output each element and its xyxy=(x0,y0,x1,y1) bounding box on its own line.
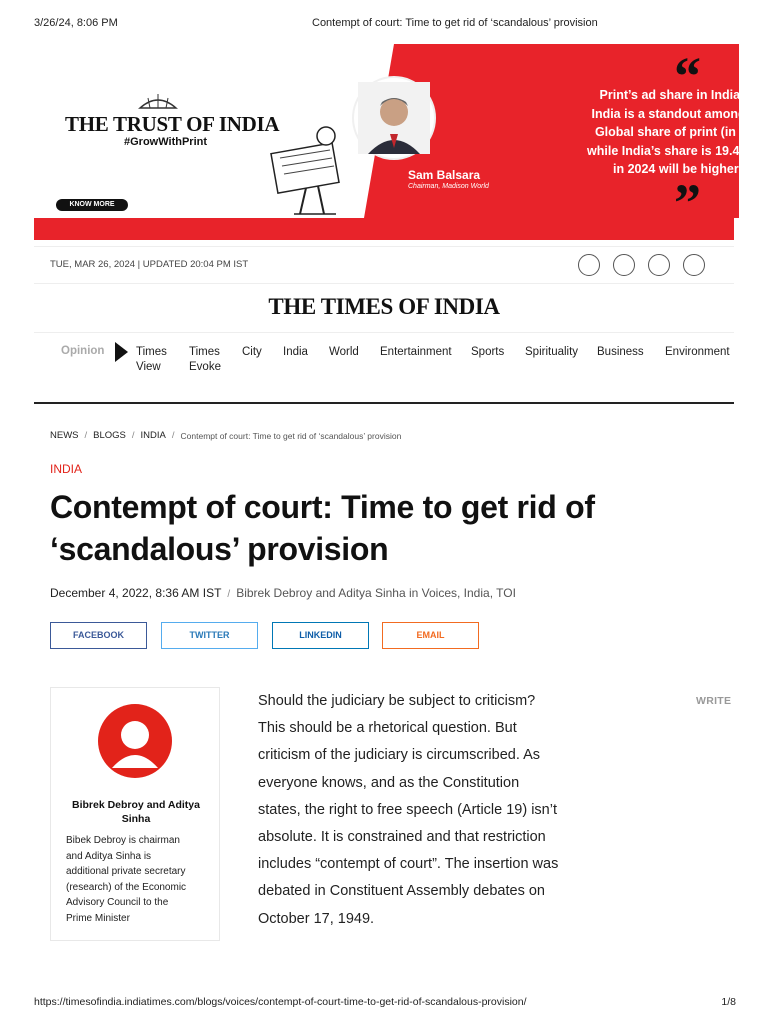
nav-item-sports[interactable]: Sports xyxy=(471,346,505,358)
dateline: TUE, MAR 26, 2024 | UPDATED 20:04 PM IST xyxy=(50,259,249,270)
divider xyxy=(34,283,734,284)
breadcrumb-current: Contempt of court: Time to get rid of ‘scandalous’ provision xyxy=(180,430,402,441)
page-title: Contempt of court: Time to get rid of ‘scandalous’ provision xyxy=(50,489,595,567)
print-doc-title: Contempt of court: Time to get rid of ‘scandalous’ provision xyxy=(312,17,598,29)
article-line: absolute. It is constrained and that restriction xyxy=(258,829,546,846)
nav-item-city[interactable]: City xyxy=(242,346,262,358)
section-label[interactable]: INDIA xyxy=(50,462,83,476)
print-url: https://timesofindia.indiatimes.com/blogs/voices/contempt-of-court-time-to-get-rid-of-scandalous-provision/ xyxy=(34,996,527,1008)
circle-icon[interactable] xyxy=(648,254,670,276)
quote-close-icon: ” xyxy=(674,173,701,233)
ad-quote-text xyxy=(534,86,754,179)
nav-item-india[interactable]: India xyxy=(283,346,308,358)
nav-item-times-evoke[interactable]: Times Evoke xyxy=(189,346,221,373)
article-body xyxy=(258,688,588,933)
ad-person-name: Sam Balsara xyxy=(408,168,481,182)
nav-rule xyxy=(34,402,734,404)
nav-item-environment[interactable]: Environment xyxy=(665,346,730,358)
share-email-button[interactable]: EMAIL xyxy=(382,622,479,649)
circle-icon[interactable] xyxy=(613,254,635,276)
ad-person-role: Chairman, Madison World xyxy=(408,183,489,190)
masthead-logo[interactable]: THE TIMES OF INDIA xyxy=(268,294,500,319)
article-line: October 17, 1949. xyxy=(258,910,375,927)
nav-label-opinion[interactable]: Opinion xyxy=(61,345,105,357)
user-icon xyxy=(98,704,172,778)
nav-item-world[interactable]: World xyxy=(329,346,359,358)
article-line: states, the right to free speech (Article 19) isn’t xyxy=(258,801,557,818)
ad-quote-line: India is a standout among r xyxy=(591,106,754,121)
publish-date: December 4, 2022, 8:36 AM IST xyxy=(50,586,222,600)
article-line: Should the judiciary be subject to criticism? xyxy=(258,693,536,709)
byline: December 4, 2022, 8:36 AM IST / Bibrek Debroy and Aditya Sinha in Voices, India, TOI xyxy=(50,586,516,600)
ad-quote-line: Print’s ad share in India is xyxy=(599,88,754,102)
divider xyxy=(34,246,734,247)
article-line: everyone knows, and as the Constitution xyxy=(258,774,520,791)
article-line: criticism of the judiciary is circumscribed. As xyxy=(258,747,541,764)
ad-brand: THE TRUST OF INDIA xyxy=(65,112,280,136)
ad-banner[interactable] xyxy=(34,44,754,240)
share-facebook-button[interactable]: FACEBOOK xyxy=(50,622,147,649)
play-icon[interactable] xyxy=(115,342,128,362)
know-more-button[interactable]: KNOW MORE xyxy=(56,199,128,211)
write-link[interactable]: WRITE xyxy=(696,695,732,707)
share-twitter-button[interactable]: TWITTER xyxy=(161,622,258,649)
nav-item-entertainment[interactable]: Entertainment xyxy=(380,346,452,358)
breadcrumb-news[interactable]: NEWS xyxy=(50,430,79,441)
author-card xyxy=(50,687,220,941)
share-linkedin-button[interactable]: LINKEDIN xyxy=(272,622,369,649)
breadcrumb-blogs[interactable]: BLOGS xyxy=(93,430,126,441)
ad-quote-line: Global share of print (in ad xyxy=(594,125,754,139)
nav-item-business[interactable]: Business xyxy=(597,346,644,358)
ad-red-bar xyxy=(34,218,734,240)
header-icons xyxy=(578,254,705,276)
author-links[interactable]: Bibrek Debroy and Aditya Sinha in Voices, India, TOI xyxy=(236,586,516,600)
nav-item-spirituality[interactable]: Spirituality xyxy=(525,346,579,358)
ad-quote-line: in 2024 will be higher th xyxy=(612,162,754,176)
author-name[interactable]: Bibrek Debroy and Aditya Sinha xyxy=(72,799,200,825)
nav-item-times-view[interactable]: Times View xyxy=(136,346,167,373)
print-page-number: 1/8 xyxy=(721,996,736,1008)
article-line: includes “contempt of court”. The insertion was xyxy=(258,856,559,873)
ad-hashtag: #GrowWithPrint xyxy=(124,136,208,148)
print-datetime: 3/26/24, 8:06 PM xyxy=(34,17,118,29)
ad-quote-line: while India’s share is 19.4%. xyxy=(587,143,754,158)
quote-open-icon: “ xyxy=(674,46,701,106)
circle-icon[interactable] xyxy=(683,254,705,276)
newspaper-reader-illustration xyxy=(266,122,356,218)
divider xyxy=(34,332,734,333)
author-bio: Bibek Debroy is chairman and Aditya Sinha is additional private secretary (research) of the Economic Advisory Council to the Prime Minister xyxy=(66,835,187,924)
breadcrumb-india[interactable]: INDIA xyxy=(140,430,166,441)
article-line: This should be a rhetorical question. But xyxy=(258,720,517,737)
article-line: debated in Constituent Assembly debates on xyxy=(258,883,545,900)
breadcrumb: NEWS / BLOGS / INDIA / Contempt of court: Time to get rid of ‘scandalous’ provision xyxy=(50,430,402,441)
avatar xyxy=(354,78,434,158)
emblem-icon xyxy=(136,92,180,110)
circle-icon[interactable] xyxy=(578,254,600,276)
